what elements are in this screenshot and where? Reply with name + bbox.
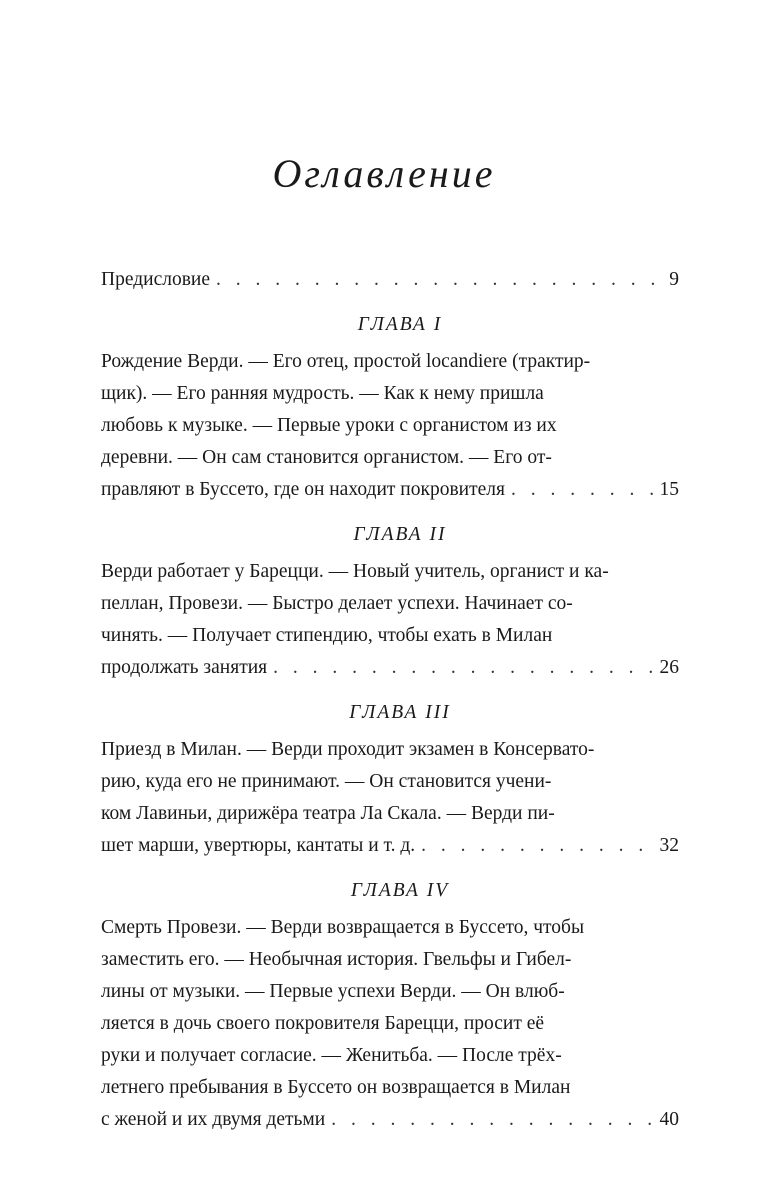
summary-line: заместить его. — Необычная история. Гвельфы и Гибел-	[101, 949, 572, 970]
summary-line: щик). — Его ранняя мудрость. — Как к нему пришла	[101, 383, 544, 404]
summary-line: пеллан, Провези. — Быстро делает успехи. Начинает со-	[101, 593, 573, 614]
page-number: 9	[669, 269, 679, 290]
summary-line: ком Лавиньи, дирижёра театра Ла Скала. — Верди пи-	[101, 803, 555, 824]
page-number: 32	[659, 835, 679, 856]
summary-line: чинять. — Получает стипендию, чтобы ехать в Милан	[101, 625, 553, 646]
dot-leader	[325, 1104, 659, 1136]
toc-entry-chapter-4[interactable]	[101, 912, 679, 1136]
toc-entry-preface[interactable]	[101, 264, 679, 296]
page-number: 40	[659, 1109, 679, 1130]
dot-leader	[505, 474, 660, 506]
summary-line: Смерть Провези. — Верди возвращается в Буссето, чтобы	[101, 917, 585, 938]
summary-line: с женой и их двумя детьми	[101, 1109, 326, 1130]
toc-entry-chapter-1[interactable]	[101, 346, 679, 506]
page-title: Оглавление	[272, 151, 496, 196]
summary-line: летнего пребывания в Буссето он возвращается в Милан	[101, 1077, 571, 1098]
chapter-heading: ГЛАВА II	[353, 524, 447, 545]
page-number: 15	[659, 479, 679, 500]
summary-line: правляют в Буссето, где он находит покровителя	[101, 479, 505, 500]
toc-entry-chapter-3[interactable]	[101, 734, 679, 862]
page-number: 26	[659, 657, 679, 678]
table-of-contents	[101, 264, 679, 1136]
chapter-heading: ГЛАВА IV	[350, 880, 450, 901]
summary-line: продолжать занятия	[101, 657, 268, 678]
toc-entry-label: Предисловие	[101, 269, 211, 290]
summary-line: ляется в дочь своего покровителя Барецци, просит её	[101, 1013, 545, 1034]
summary-line: Верди работает у Барецци. — Новый учитель, органист и ка-	[101, 561, 609, 582]
summary-line: Рождение Верди. — Его отец, простой locandiere (трактир-	[101, 351, 591, 372]
summary-line: Приезд в Милан. — Верди проходит экзамен в Консервато-	[101, 739, 595, 760]
summary-line: руки и получает согласие. — Женитьба. — После трёх-	[101, 1045, 562, 1066]
toc-entry-chapter-2[interactable]	[101, 556, 679, 684]
summary-line: деревни. — Он сам становится органистом. — Его от-	[101, 447, 552, 468]
chapter-heading: ГЛАВА I	[357, 314, 443, 335]
summary-line: любовь к музыке. — Первые уроки с органистом из их	[101, 415, 557, 436]
dot-leader	[267, 652, 659, 684]
summary-line: шет марши, увертюры, кантаты и т. д.	[101, 835, 416, 856]
dot-leader	[415, 830, 659, 862]
summary-line: лины от музыки. — Первые успехи Верди. — Он влюб-	[101, 981, 565, 1002]
chapter-heading: ГЛАВА III	[349, 702, 451, 723]
dot-leader	[210, 264, 669, 296]
summary-line: рию, куда его не принимают. — Он становится учени-	[101, 771, 552, 792]
